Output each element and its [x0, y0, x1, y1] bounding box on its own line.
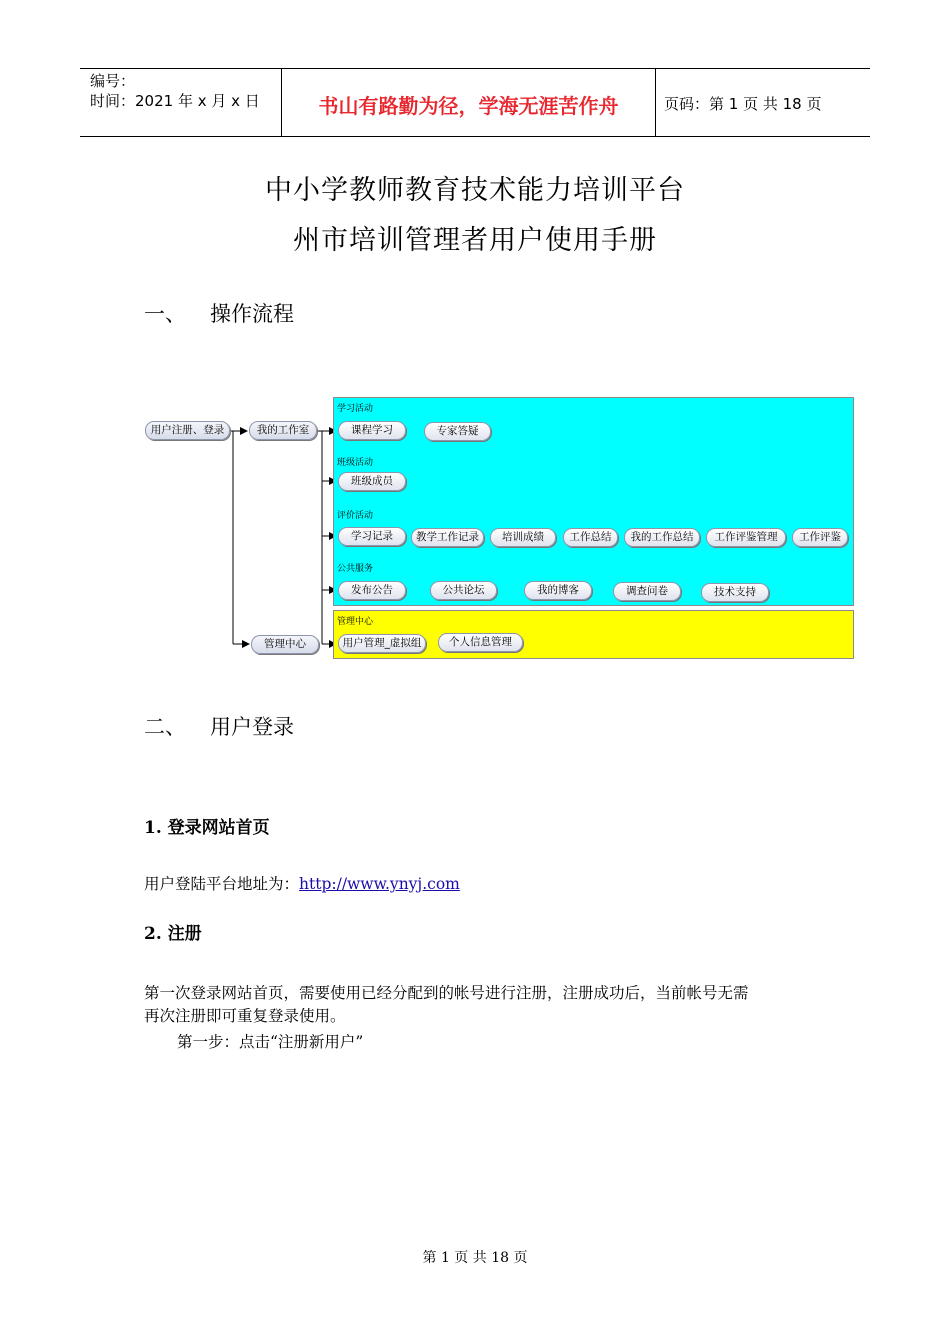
login-url-link[interactable]: http://www.ynyj.com — [299, 875, 460, 893]
node-study-record: 学习记录 — [338, 527, 406, 546]
subheading-login-home: 1. 登录网站首页 — [144, 818, 270, 838]
serial-label: 编号： — [90, 72, 136, 90]
register-text-line2: 再次注册即可重复登录使用。 — [144, 1007, 346, 1025]
node-expert-qa: 专家答疑 — [424, 422, 491, 441]
section-title: 操作流程 — [210, 302, 294, 326]
login-address-paragraph — [144, 873, 460, 896]
time-label: 时间：2021 年 x 月 x 日 — [90, 92, 260, 110]
node-user-admin: 用户管理_虚拟组 — [338, 634, 426, 653]
node-evaluation: 工作评鉴 — [792, 528, 848, 547]
group-label-public: 公共服务 — [337, 564, 374, 574]
node-public-forum: 公共论坛 — [430, 581, 497, 600]
section-number: 二、 — [144, 715, 186, 739]
workspace-panel — [333, 397, 854, 606]
register-paragraph — [144, 982, 749, 1028]
group-label-study: 学习活动 — [337, 404, 374, 414]
group-label-eval: 评价活动 — [337, 511, 374, 521]
step-one-text: 第一步：点击“注册新用户” — [177, 1033, 364, 1051]
section-heading-2 — [144, 711, 294, 741]
node-admin-center: 管理中心 — [251, 635, 319, 654]
node-survey: 调查问卷 — [613, 582, 681, 601]
node-my-blog: 我的博客 — [524, 581, 592, 600]
node-teaching-record: 教学工作记录 — [411, 528, 484, 547]
node-training-score: 培训成绩 — [490, 528, 556, 547]
node-course-study: 课程学习 — [338, 421, 406, 440]
motto: 书山有路勤为径，学海无涯苦作舟 — [318, 94, 619, 118]
node-tech-support: 技术支持 — [701, 583, 769, 602]
node-post-notice: 发布公告 — [338, 581, 406, 600]
node-register-login: 用户注册、登录 — [145, 421, 230, 440]
register-text-line1: 第一次登录网站首页，需要使用已经分配到的帐号进行注册，注册成功后，当前帐号无需 — [144, 984, 749, 1002]
header-page-info: 页码：第 1 页 共 18 页 — [664, 95, 822, 113]
doc-title-line1: 中小学教师教育技术能力培训平台 — [265, 175, 685, 206]
login-address-label: 用户登陆平台地址为： — [144, 875, 300, 893]
node-my-workspace: 我的工作室 — [249, 421, 317, 440]
node-work-summary: 工作总结 — [563, 528, 618, 547]
node-profile-admin: 个人信息管理 — [438, 633, 523, 652]
page-footer: 第 1 页 共 18 页 — [422, 1250, 528, 1266]
group-label-class: 班级活动 — [337, 458, 374, 468]
section-number: 一、 — [144, 302, 186, 326]
doc-title-line2: 州市培训管理者用户使用手册 — [293, 225, 657, 256]
group-label-admin: 管理中心 — [337, 617, 374, 627]
subheading-register: 2. 注册 — [144, 924, 202, 944]
section-title: 用户登录 — [210, 715, 294, 739]
node-my-work-summary: 我的工作总结 — [624, 528, 700, 547]
node-class-members: 班级成员 — [338, 472, 406, 491]
node-evaluation-admin: 工作评鉴管理 — [706, 528, 786, 547]
